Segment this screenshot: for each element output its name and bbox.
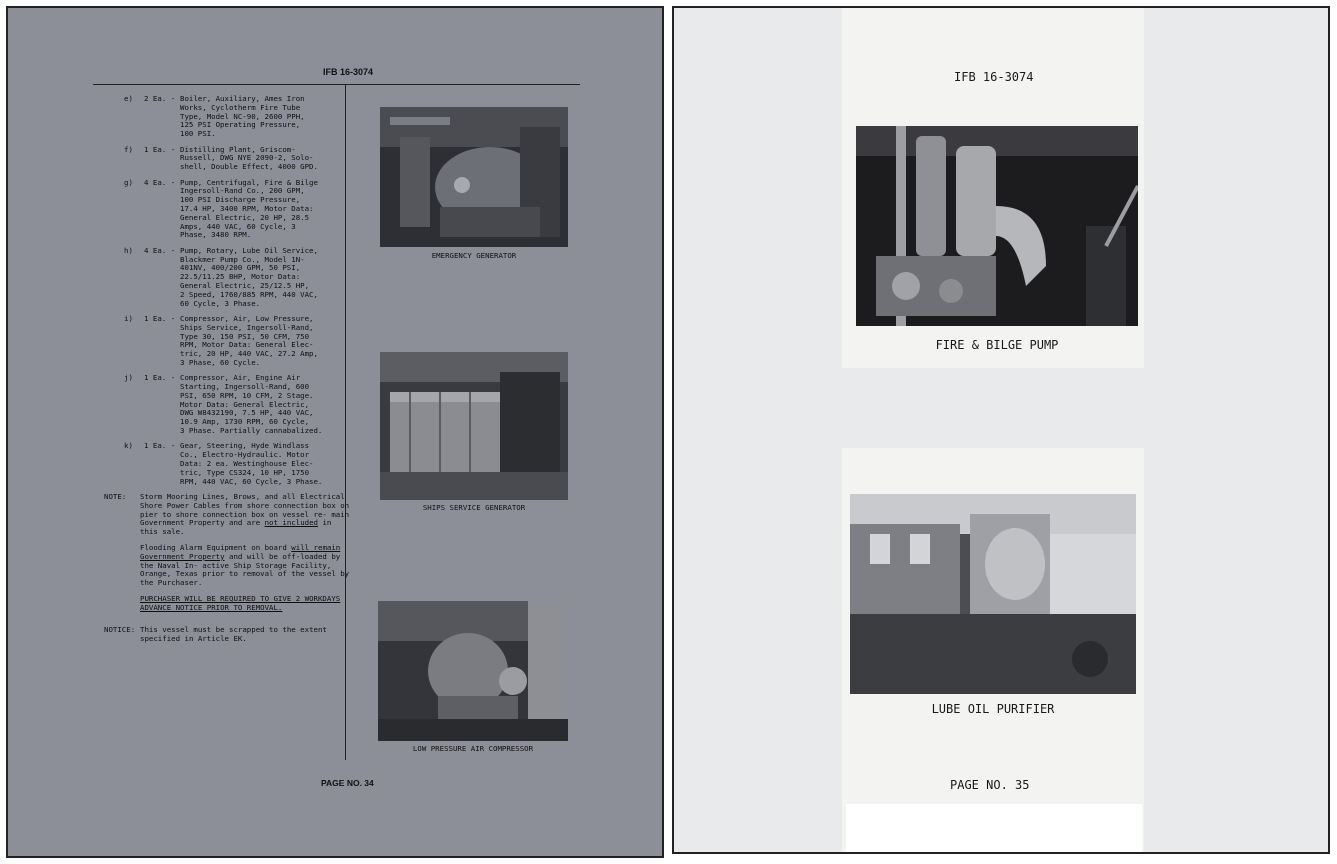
item-description: Compressor, Air, Engine Air Starting, Ingersoll-Rand, 600 PSI, 650 RPM, 10 CFM, 2 Stage. Motor Data: General Electric, DWG W8432190, 7.5 HP, 440 VAC, 10.9 Amp, 1730 RPM, 60 Cycle, 3 Phase. Partially cannabalized. — [180, 373, 323, 436]
note-paragraph-purchaser-notice — [140, 595, 352, 613]
notice-text: This vessel must be scrapped to the extent specified in Article EK. — [140, 625, 327, 643]
item-quantity: 1 Ea. - — [144, 313, 176, 323]
item-description: Pump, Centrifugal, Fire & Bilge Ingersoll-Rand Co., 200 GPM, 100 PSI Discharge Pressure, 17.4 HP, 3400 RPM, Motor Data: General Electric, 20 HP, 28.5 Amps, 440 VAC, 60 Cycle, 3 Phase, 3480 RPM. — [180, 177, 318, 240]
item-description: Boiler, Auxiliary, Ames Iron Works, Cyclotherm Fire Tube Type, Model NC-90, 2600 PPH, 125 PSI Operating Pressure, 100 PSI. — [180, 94, 305, 139]
caption-fire-bilge-pump: FIRE & BILGE PUMP — [935, 338, 1059, 352]
item-description: Gear, Steering, Hyde Windlass Co., Electro-Hydraulic. Motor Data: 2 ea. Westinghouse Elec- tric, Type CS324, 10 HP, 1750 RPM, 440 VAC, 60 Cycle, 3 Phase. — [180, 441, 323, 486]
item-quantity: 1 Ea. - — [144, 373, 176, 383]
photo-ships-service-generator — [380, 352, 568, 500]
blank-label-area — [846, 804, 1142, 854]
equipment-item — [124, 247, 352, 309]
equipment-item — [124, 315, 352, 368]
note-paragraph-flooding-alarm — [140, 544, 352, 588]
equipment-item — [124, 374, 352, 436]
equipment-list — [104, 94, 352, 650]
note-text — [140, 493, 352, 620]
right-page — [672, 6, 1330, 854]
item-description: Compressor, Air, Low Pressure, Ships Service, Ingersoll-Rand, Type 30, 150 PSI, 50 CFM, 750 RPM, Motor Data: General Elec- tric, 20 HP, 440 VAC, 27.2 Amp, 3 Phase, 60 Cycle. — [180, 313, 318, 367]
item-letter: i) — [124, 313, 133, 323]
note-underlined-text: PURCHASER WILL BE REQUIRED TO GIVE 2 WORKDAYS ADVANCE NOTICE PRIOR TO REMOVAL. — [140, 594, 341, 612]
note-text-segment: Storm Mooring Lines, Brows, and all Electrical Shore Power Cables from shore connection box on pier to shore connection box on vessel re- main Government Property and are — [140, 492, 350, 528]
bleed-through-shading — [1144, 8, 1330, 854]
page-header: IFB 16-3074 — [323, 67, 374, 77]
header-rule — [93, 84, 580, 85]
item-description: Pump, Rotary, Lube Oil Service, Blackmer Pump Co., Model 1N- 401NV, 400/200 GPM, 50 PSI, 22.5/11.25 BHP, Motor Data: General Electric, 25/12.5 HP, 2 Speed, 1760/885 RPM, 440 VAC, 60 Cycle, 3 Phase. — [180, 245, 318, 308]
equipment-item — [124, 179, 352, 241]
caption-low-pressure-air-compressor: LOW PRESSURE AIR COMPRESSOR — [412, 744, 534, 753]
left-page — [6, 6, 664, 858]
bleed-through-shading — [842, 368, 1144, 448]
page-number: PAGE NO. 35 — [950, 778, 1030, 792]
item-quantity: 4 Ea. - — [144, 177, 176, 187]
note-paragraph-shore-power — [140, 493, 352, 537]
item-quantity: 1 Ea. - — [144, 441, 176, 451]
note-text-segment: in this sale. — [140, 518, 332, 537]
note-underlined-text: not included — [264, 518, 318, 528]
notice-label: NOTICE: — [104, 625, 136, 635]
item-quantity: 2 Ea. - — [144, 94, 176, 103]
photo-fire-bilge-pump — [856, 126, 1138, 326]
photo-low-pressure-air-compressor — [378, 601, 568, 741]
bleed-through-shading — [674, 8, 842, 854]
note-block — [104, 493, 352, 620]
equipment-item — [124, 146, 352, 172]
item-description: Distilling Plant, Griscom- Russell, DWG NYE 2090-2, Solo- shell, Double Effect, 4000 GPD. — [180, 144, 318, 172]
note-text-segment: and will be off-loaded by the Naval In- active Ship Storage Facility, Orange, Texas prior to removal of the vessel by the Purchaser. — [140, 551, 350, 588]
item-letter: j) — [124, 373, 133, 383]
item-quantity: 4 Ea. - — [144, 245, 176, 255]
page-number: PAGE NO. 34 — [321, 778, 374, 788]
item-letter: f) — [124, 144, 133, 154]
item-letter: k) — [124, 441, 133, 451]
note-underlined-text: will remain Government Property — [140, 543, 341, 561]
item-quantity: 1 Ea. - — [144, 144, 176, 154]
photo-emergency-generator — [380, 107, 568, 247]
note-text-segment: Flooding Alarm Equipment on board — [140, 543, 292, 553]
item-letter: e) — [124, 94, 133, 103]
photo-lube-oil-purifier — [850, 494, 1136, 694]
note-label: NOTE: — [104, 492, 127, 502]
item-letter: g) — [124, 177, 133, 187]
caption-emergency-generator: EMERGENCY GENERATOR — [431, 251, 517, 260]
notice-block — [104, 626, 352, 644]
item-letter: h) — [124, 245, 133, 255]
equipment-item — [124, 95, 352, 139]
equipment-item — [124, 442, 352, 486]
caption-lube-oil-purifier: LUBE OIL PURIFIER — [931, 702, 1055, 716]
page-header: IFB 16-3074 — [954, 70, 1034, 84]
caption-ships-service-generator: SHIPS SERVICE GENERATOR — [422, 503, 526, 512]
